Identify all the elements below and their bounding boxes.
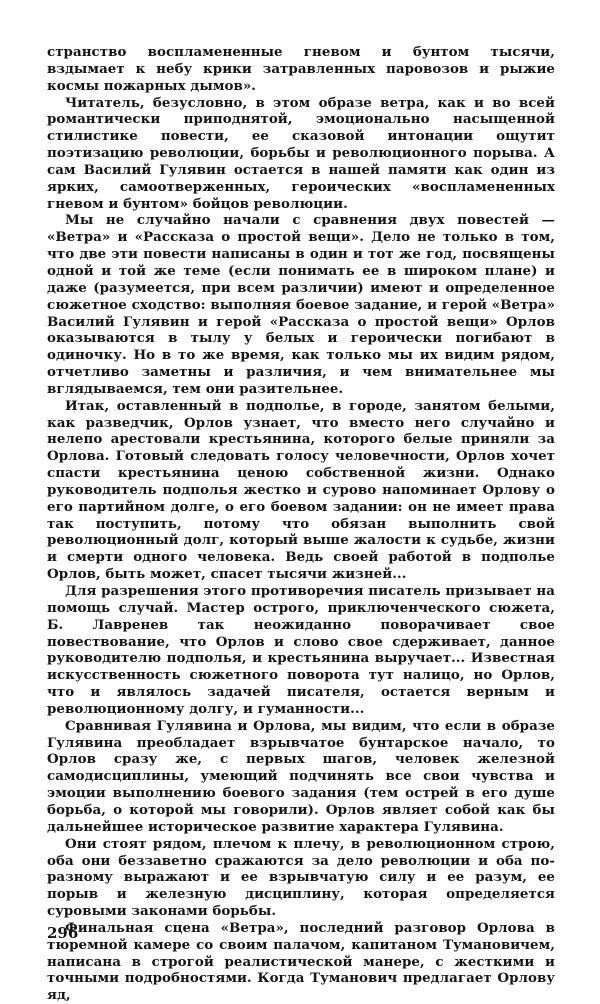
- paragraph: Читатель, безусловно, в этом образе ветра, как и во всей романтически приподнятой, эмоционально насыщенной стилистике повести, ее сказовой интонации ощутит поэтизацию революции, борьбы и революционного порыва. А сам Василий Гулявин остается в нашей памяти как один из ярких, самоотверженных, героических «воспламененных гневом и бунтом» бойцов революции.: [47, 94, 555, 212]
- paragraph: Финальная сцена «Ветра», последний разговор Орлова в тюремной камере со своим палачом, капитаном Тумановичем, написана в строгой реалистической манере, с жесткими и точными подробностями. Когда Туманович предлагает Орлову яд,: [47, 919, 555, 1004]
- paragraph: странство воспламененные гневом и бунтом тысячи, вздымает к небу крики затравленных паровозов и рыжие космы пожарных дымов».: [47, 44, 555, 94]
- body-text: [47, 44, 555, 1004]
- paragraph: Мы не случайно начали с сравнения двух повестей — «Ветра» и «Рассказа о простой вещи». Дело не только в том, что две эти повести написаны в один и тот же год, посвящены одной и той же теме (если понимать ее в широком плане) и даже (разумеется, при всем различии) имеют и определенное сюжетное сходство: выполняя боевое задание, и герой «Ветра» Василий Гулявин и герой «Рассказа о простой вещи» Орлов оказываются в тылу у белых и героически погибают в одиночку. Но в то же время, как только мы их видим рядом, отчетливо заметны и различия, и чем внимательнее мы вглядываемся, тем они разительнее.: [47, 212, 555, 397]
- paragraph: Для разрешения этого противоречия писатель призывает на помощь случай. Мастер острого, приключенческого сюжета, Б. Лавренев так неожиданно поворачивает свое повествование, что Орлов и слово свое сдерживает, данное руководителю подполья, и крестьянина выручает... Известная искусственность сюжетного поворота тут налицо, но Орлов, что и являлось задачей писателя, остается верным и революционному долгу, и гуманности...: [47, 583, 555, 717]
- paragraph: Сравнивая Гулявина и Орлова, мы видим, что если в образе Гулявина преобладает взрывчатое бунтарское начало, то Орлов сразу же, с первых шагов, человек железной самодисциплины, умеющий подчинять все свои чувства и эмоции выполнению боевого задания (тем острей в его душе борьба, о которой мы говорили). Орлов являет собой как бы дальнейшее историческое развитие характера Гулявина.: [47, 717, 555, 835]
- page-number: 296: [47, 924, 79, 942]
- paragraph: Итак, оставленный в подполье, в городе, занятом белыми, как разведчик, Орлов узнает, что вместо него случайно и нелепо арестовали крестьянина, которого белые приняли за Орлова. Готовый следовать голосу человечности, Орлов хочет спасти крестьянина ценою собственной жизни. Однако руководитель подполья жестко и сурово напоминает Орлову о его партийном долге, о его боевом задании: он не имеет права так поступить, потому что обязан выполнить свой революционный долг, который выше жалости к судьбе, жизни и смерти одного человека. Ведь своей работой в подполье Орлов, быть может, спасет тысячи жизней...: [47, 397, 555, 583]
- paragraph: Они стоят рядом, плечом к плечу, в революционном строю, оба они беззаветно сражаются за дело революции и оба по-разному выражают и ее взрывчатую силу и ее разум, ее порыв и железную дисциплину, которая определяется суровыми законами борьбы.: [47, 835, 555, 920]
